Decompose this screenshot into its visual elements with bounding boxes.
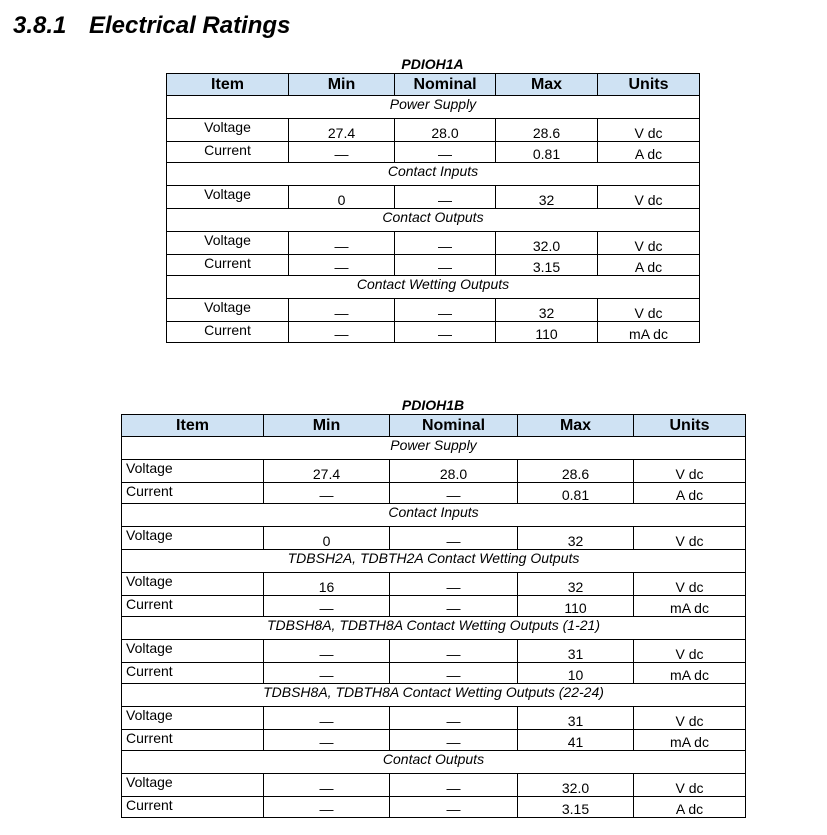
table-row <box>167 186 700 209</box>
cell-max: 110 <box>496 322 598 343</box>
cell-units: mA dc <box>634 596 746 617</box>
table-row <box>167 142 700 163</box>
group-label: Power Supply <box>167 96 700 119</box>
column-header-units: Units <box>598 74 700 96</box>
group-label: Power Supply <box>122 437 746 460</box>
cell-nominal: 28.0 <box>395 119 496 142</box>
cell-nominal: — <box>395 186 496 209</box>
cell-nominal: — <box>390 527 518 550</box>
cell-item: Voltage <box>122 460 264 483</box>
cell-min: — <box>289 322 395 343</box>
cell-nominal: — <box>390 707 518 730</box>
cell-max: 31 <box>518 707 634 730</box>
table-row <box>167 299 700 322</box>
cell-item: Current <box>122 483 264 504</box>
cell-max: 32 <box>518 573 634 596</box>
cell-max: 32.0 <box>496 232 598 255</box>
cell-units: V dc <box>634 640 746 663</box>
cell-min: — <box>264 663 390 684</box>
group-label: Contact Outputs <box>167 209 700 232</box>
table-row <box>122 663 746 684</box>
cell-nominal: — <box>395 255 496 276</box>
group-row <box>167 209 700 232</box>
section-heading <box>13 11 290 41</box>
cell-min: — <box>264 707 390 730</box>
column-header-max: Max <box>496 74 598 96</box>
table-row <box>122 774 746 797</box>
cell-units: mA dc <box>598 322 700 343</box>
cell-item: Voltage <box>167 299 289 322</box>
group-row <box>122 617 746 640</box>
header-row <box>122 415 746 437</box>
table-row <box>122 460 746 483</box>
cell-nominal: — <box>395 322 496 343</box>
ratings-table <box>121 414 746 818</box>
cell-min: — <box>264 774 390 797</box>
group-row <box>167 96 700 119</box>
column-header-nominal: Nominal <box>390 415 518 437</box>
cell-nominal: 28.0 <box>390 460 518 483</box>
cell-item: Current <box>167 255 289 276</box>
cell-min: — <box>264 596 390 617</box>
cell-max: 3.15 <box>518 797 634 818</box>
group-row <box>167 276 700 299</box>
column-header-max: Max <box>518 415 634 437</box>
group-row <box>167 163 700 186</box>
cell-item: Voltage <box>122 640 264 663</box>
cell-nominal: — <box>390 797 518 818</box>
cell-item: Voltage <box>167 232 289 255</box>
group-label: TDBSH2A, TDBTH2A Contact Wetting Outputs <box>122 550 746 573</box>
cell-nominal: — <box>390 573 518 596</box>
table-title: PDIOH1A <box>401 56 464 72</box>
cell-max: 32.0 <box>518 774 634 797</box>
cell-min: 27.4 <box>264 460 390 483</box>
cell-units: V dc <box>634 573 746 596</box>
cell-item: Voltage <box>122 573 264 596</box>
cell-nominal: — <box>390 663 518 684</box>
ratings-table-pdioh1a-block <box>166 55 699 343</box>
cell-units: mA dc <box>634 730 746 751</box>
table-row <box>122 707 746 730</box>
cell-item: Voltage <box>167 119 289 142</box>
cell-units: V dc <box>634 774 746 797</box>
table-title: PDIOH1B <box>401 397 465 413</box>
group-row <box>122 550 746 573</box>
cell-units: A dc <box>634 797 746 818</box>
group-label: Contact Inputs <box>122 504 746 527</box>
cell-units: V dc <box>598 232 700 255</box>
cell-nominal: — <box>390 640 518 663</box>
cell-units: A dc <box>598 255 700 276</box>
cell-min: — <box>264 797 390 818</box>
cell-item: Voltage <box>167 186 289 209</box>
cell-item: Voltage <box>122 774 264 797</box>
cell-nominal: — <box>390 774 518 797</box>
cell-units: V dc <box>634 707 746 730</box>
cell-nominal: — <box>395 232 496 255</box>
cell-min: — <box>289 299 395 322</box>
cell-min: 0 <box>289 186 395 209</box>
group-row <box>122 504 746 527</box>
group-row <box>122 437 746 460</box>
table-row <box>122 483 746 504</box>
group-label: Contact Outputs <box>122 751 746 774</box>
cell-item: Current <box>167 142 289 163</box>
cell-max: 110 <box>518 596 634 617</box>
cell-max: 28.6 <box>496 119 598 142</box>
cell-item: Voltage <box>122 707 264 730</box>
column-header-item: Item <box>122 415 264 437</box>
cell-max: 32 <box>518 527 634 550</box>
cell-max: 28.6 <box>518 460 634 483</box>
table-row <box>122 596 746 617</box>
cell-item: Current <box>122 596 264 617</box>
cell-min: — <box>264 730 390 751</box>
section-title: Electrical Ratings <box>89 12 291 39</box>
group-label: Contact Inputs <box>167 163 700 186</box>
group-row <box>122 684 746 707</box>
group-label: Contact Wetting Outputs <box>167 276 700 299</box>
table-row <box>167 255 700 276</box>
cell-nominal: — <box>395 142 496 163</box>
cell-item: Current <box>167 322 289 343</box>
column-header-nominal: Nominal <box>395 74 496 96</box>
cell-max: 0.81 <box>496 142 598 163</box>
ratings-table-pdioh1b-block <box>121 396 745 818</box>
cell-min: — <box>264 640 390 663</box>
cell-min: 27.4 <box>289 119 395 142</box>
table-row <box>167 119 700 142</box>
table-row <box>122 730 746 751</box>
cell-nominal: — <box>395 299 496 322</box>
column-header-min: Min <box>289 74 395 96</box>
cell-nominal: — <box>390 596 518 617</box>
ratings-table <box>166 73 700 343</box>
cell-min: 0 <box>264 527 390 550</box>
table-row <box>167 322 700 343</box>
cell-min: — <box>289 255 395 276</box>
cell-max: 10 <box>518 663 634 684</box>
group-label: TDBSH8A, TDBTH8A Contact Wetting Outputs (1-21) <box>122 617 746 640</box>
group-row <box>122 751 746 774</box>
section-number: 3.8.1 <box>13 12 67 39</box>
cell-min: — <box>289 142 395 163</box>
cell-max: 0.81 <box>518 483 634 504</box>
cell-nominal: — <box>390 483 518 504</box>
cell-units: mA dc <box>634 663 746 684</box>
cell-max: 3.15 <box>496 255 598 276</box>
cell-max: 32 <box>496 186 598 209</box>
cell-item: Current <box>122 730 264 751</box>
cell-item: Current <box>122 797 264 818</box>
cell-units: V dc <box>634 527 746 550</box>
table-row <box>122 527 746 550</box>
cell-max: 32 <box>496 299 598 322</box>
header-row <box>167 74 700 96</box>
cell-units: V dc <box>598 299 700 322</box>
cell-units: A dc <box>634 483 746 504</box>
group-label: TDBSH8A, TDBTH8A Contact Wetting Outputs (22-24) <box>122 684 746 707</box>
cell-item: Current <box>122 663 264 684</box>
column-header-units: Units <box>634 415 746 437</box>
table-row <box>122 640 746 663</box>
column-header-min: Min <box>264 415 390 437</box>
cell-units: V dc <box>598 119 700 142</box>
column-header-item: Item <box>167 74 289 96</box>
cell-min: — <box>264 483 390 504</box>
cell-units: V dc <box>598 186 700 209</box>
cell-max: 31 <box>518 640 634 663</box>
table-row <box>167 232 700 255</box>
cell-min: 16 <box>264 573 390 596</box>
table-row <box>122 573 746 596</box>
cell-units: A dc <box>598 142 700 163</box>
cell-units: V dc <box>634 460 746 483</box>
cell-item: Voltage <box>122 527 264 550</box>
table-row <box>122 797 746 818</box>
cell-max: 41 <box>518 730 634 751</box>
cell-min: — <box>289 232 395 255</box>
cell-nominal: — <box>390 730 518 751</box>
